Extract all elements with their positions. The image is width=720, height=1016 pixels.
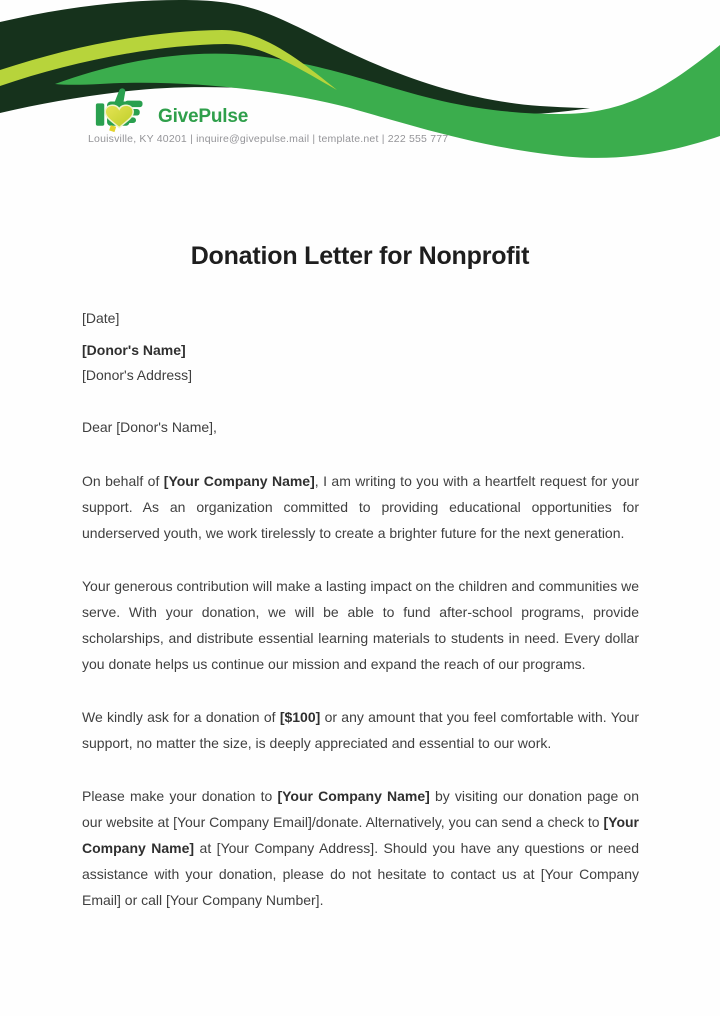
- paragraph-2: Your generous contribution will make a lasting impact on the children and communities we serve. With your donation, we will be able to fund after-school programs, provide scholarships, and distribute essential learning materials to students in need. Every dollar you donate helps us continue our mission and expand the reach of our programs.: [82, 578, 639, 672]
- donor-name-line: [82, 338, 639, 363]
- date-placeholder: [Date]: [82, 310, 120, 326]
- givepulse-logo: [94, 84, 248, 134]
- greeting-line: Dear [Donor's Name],: [82, 419, 217, 435]
- paragraph-4: Please make your donation to [Your Company Name] by visiting our donation page on our website at [Your Company Email]/donate. Alternatively, you can send a check to [Your Company Name] at [Your Company Address]. Should you have any questions or need assistance with your donation, please do not hesitate to contact us at [Your Company Email] or call [Your Company Number].: [82, 788, 640, 908]
- thumbs-up-heart-icon: [94, 84, 150, 134]
- paragraph-1: On behalf of [Your Company Name], I am writing to you with a heartfelt request for your support. As an organization committed to providing educational opportunities for underserved youth, we work tirelessly to create a brighter future for the next generation.: [82, 473, 639, 541]
- recipient-block: [82, 338, 639, 388]
- letter-title: Donation Letter for Nonprofit: [190, 242, 530, 270]
- contact-line: Louisville, KY 40201 | inquire@givepulse.mail | template.net | 222 555 777: [88, 133, 449, 145]
- donor-address-line: [Donor's Address]: [82, 367, 193, 383]
- letter-body: [82, 305, 639, 940]
- donor-name: [Donor's Name]: [82, 342, 186, 358]
- brand-name: GivePulse: [158, 106, 249, 127]
- paragraph-3: We kindly ask for a donation of [$100] or any amount that you feel comfortable with. Your support, no matter the size, is deeply appreciated and essential to our work.: [82, 709, 639, 751]
